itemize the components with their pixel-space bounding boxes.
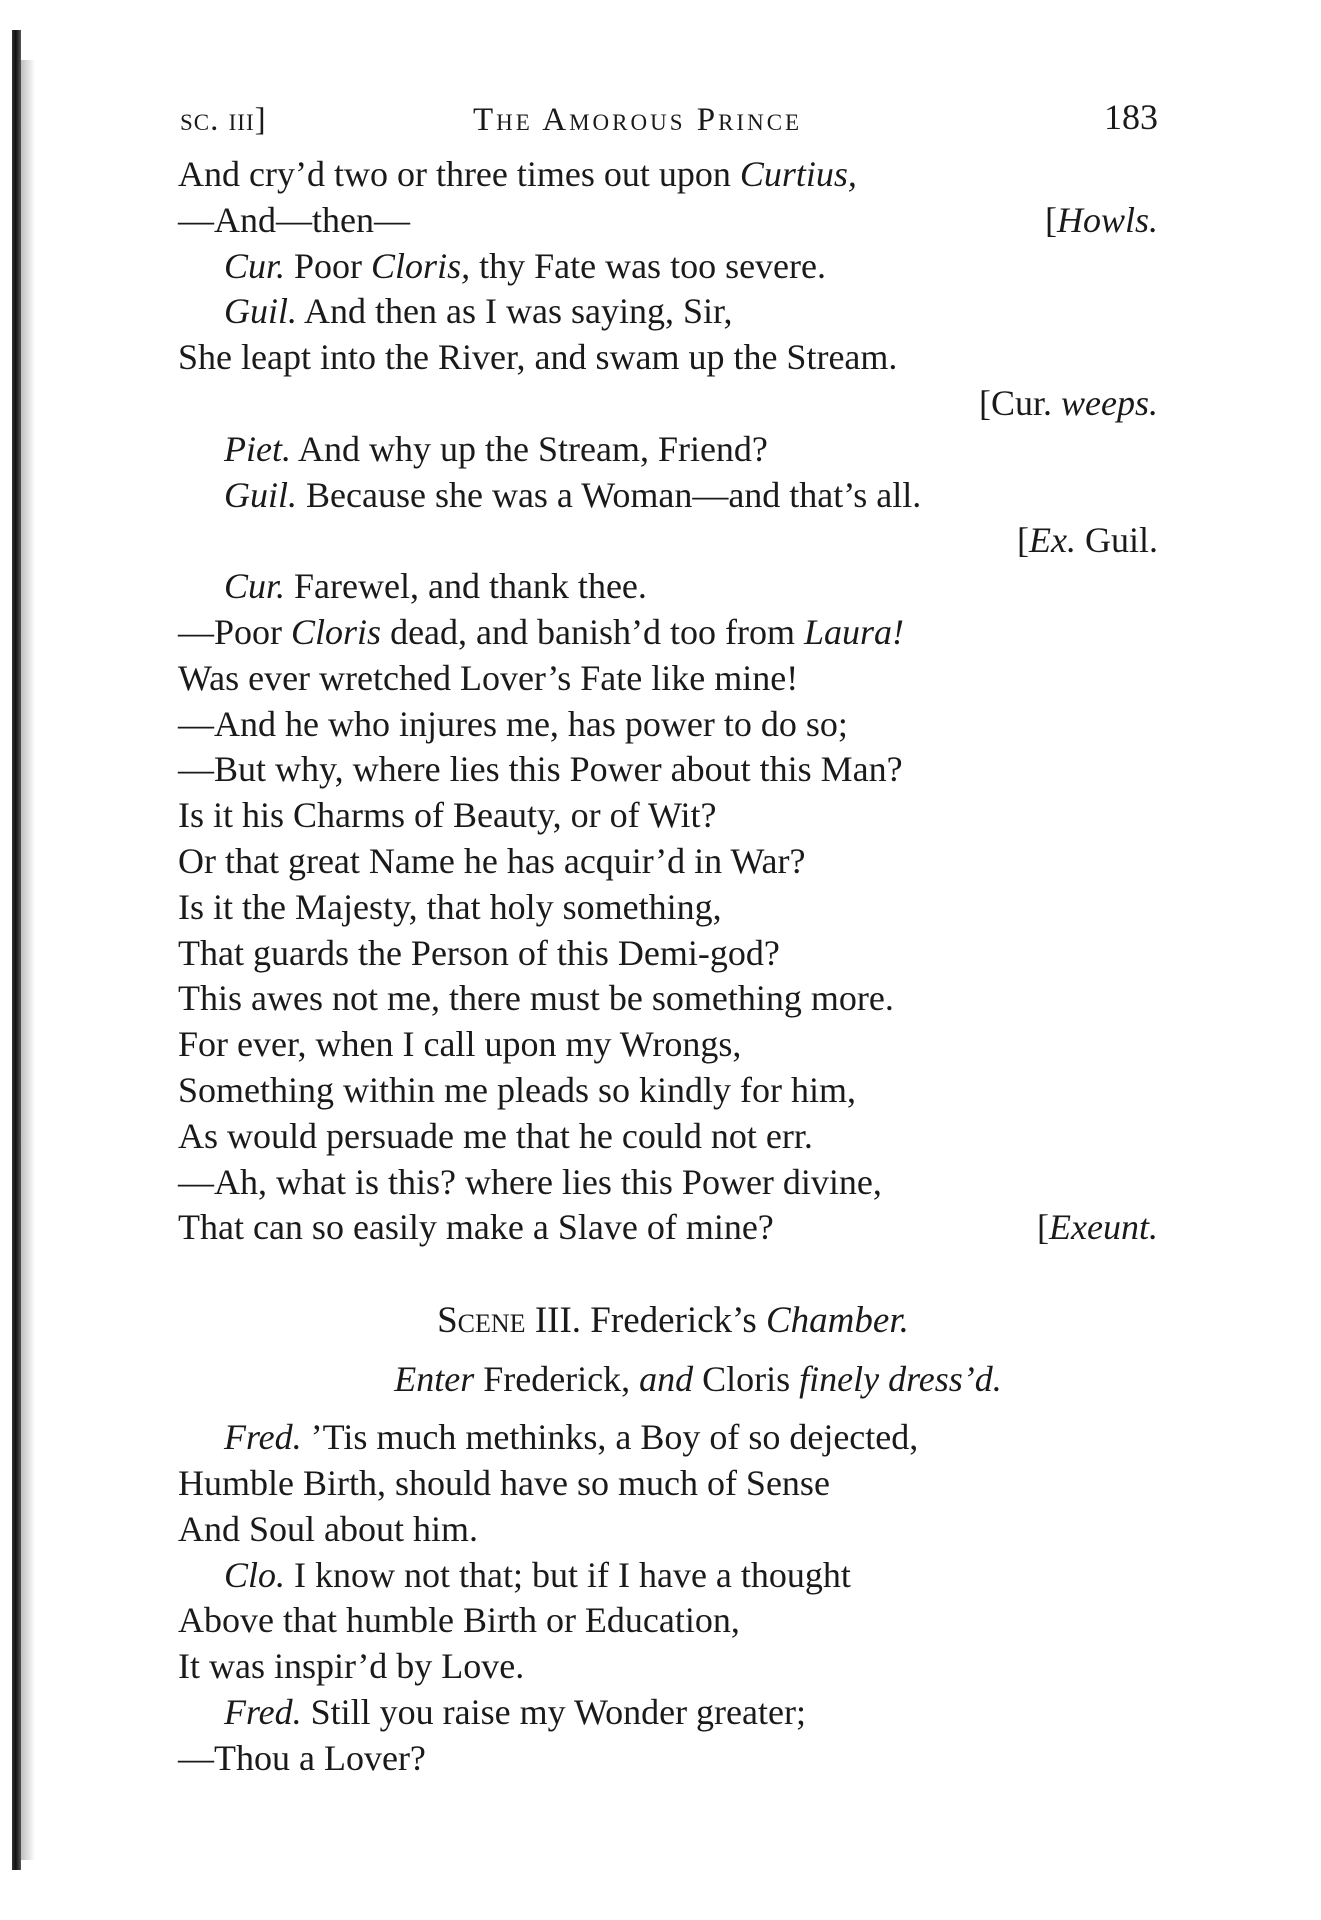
speaker-name: Cur.: [224, 566, 286, 607]
stage-direction: [979, 381, 1158, 427]
line-text: dead, and banish’d too from: [381, 611, 804, 652]
text-line: [178, 198, 1178, 244]
line-text: Still you raise my Wonder greater;: [301, 1691, 806, 1732]
text-line: [178, 1022, 1178, 1068]
line-text: This awes not me, there must be something more.: [178, 978, 894, 1019]
speaker-name: Cur.: [224, 245, 286, 286]
line-text: Because she was a Woman—and that’s all.: [297, 474, 922, 515]
text-line: [178, 747, 1178, 793]
character-name: Cloris: [693, 1359, 800, 1400]
text-line: [178, 839, 1178, 885]
running-header: [178, 96, 1178, 152]
speech-line: [178, 244, 1178, 290]
direction-word: Enter: [394, 1359, 475, 1400]
play-text-scene-three: [178, 1415, 1178, 1781]
line-text: —And—then—: [178, 199, 410, 240]
text-line: [178, 1461, 1178, 1507]
line-text: —And he who injures me, has power to do so;: [178, 703, 848, 744]
text-line: [178, 610, 1178, 656]
direction-word: Exeunt.: [1049, 1207, 1158, 1248]
text-line: [178, 1114, 1178, 1160]
running-title: The Amorous Prince: [473, 102, 803, 138]
line-text: And cry’d two or three times out upon: [178, 154, 740, 194]
speech-line: [178, 1553, 1178, 1599]
play-text: [178, 152, 1178, 1251]
stage-direction-line: [178, 518, 1178, 564]
line-text: Was ever wretched Lover’s Fate like mine!: [178, 657, 799, 698]
text-line: [178, 976, 1178, 1022]
line-text: She leapt into the River, and swam up the Stream.: [178, 337, 898, 378]
text-line: [178, 1205, 1178, 1251]
direction-text: [Cur.: [979, 382, 1062, 423]
entrance-direction: [218, 1355, 1178, 1407]
line-text: As would persuade me that he could not err.: [178, 1115, 813, 1156]
speaker-name: Piet.: [224, 428, 291, 469]
line-text: I know not that; but if I have a thought: [285, 1554, 851, 1595]
speaker-name: Guil.: [224, 474, 298, 515]
speaker-name: Clo.: [224, 1554, 286, 1595]
character-name: Laura!: [803, 611, 904, 652]
text-line: [178, 656, 1178, 702]
text-line: [178, 1160, 1178, 1206]
speech-line: [178, 564, 1178, 610]
line-text: —But why, where lies this Power about this Man?: [178, 749, 903, 790]
line-text: For ever, when I call upon my Wrongs,: [178, 1024, 742, 1065]
line-text: That can so easily make a Slave of mine?: [178, 1207, 774, 1248]
stage-direction: [1037, 1205, 1158, 1251]
text-line: [178, 1068, 1178, 1114]
scene-heading: [168, 1297, 1178, 1345]
direction-word: Howls.: [1056, 199, 1158, 240]
direction-word: and: [639, 1359, 694, 1400]
scene-title-text: III. Frederick’s: [525, 1300, 766, 1342]
section-marker: sc. iii]: [180, 102, 267, 138]
line-text: Farewel, and thank thee.: [285, 566, 647, 607]
stage-direction: [1045, 198, 1158, 244]
text-line: [178, 1507, 1178, 1553]
bracket: [: [1037, 1207, 1050, 1248]
text-line: [178, 335, 1178, 381]
line-text: Humble Birth, should have so much of Sense: [178, 1462, 830, 1503]
speech-line: [178, 289, 1178, 335]
text-line: [178, 1598, 1178, 1644]
stage-direction-line: [178, 381, 1178, 427]
direction-word: finely dress’d.: [799, 1359, 1002, 1400]
text-line: [178, 1644, 1178, 1690]
line-text: That guards the Person of this Demi-god?: [178, 932, 780, 973]
stage-direction: [1017, 518, 1158, 564]
text-line: [178, 931, 1178, 977]
page-number: 183: [1104, 97, 1158, 137]
speaker-name: Guil.: [224, 291, 298, 332]
text-line: [178, 885, 1178, 931]
direction-text: Guil.: [1075, 520, 1158, 561]
line-text: —Poor: [178, 611, 292, 652]
scene-location: Chamber.: [766, 1300, 909, 1342]
direction-word: Ex.: [1029, 520, 1076, 561]
scene-label: Scene: [437, 1300, 526, 1342]
line-text: —Thou a Lover?: [178, 1737, 426, 1778]
line-text: It was inspir’d by Love.: [178, 1646, 525, 1687]
book-page: [178, 96, 1178, 1782]
speaker-name: Fred.: [224, 1417, 302, 1458]
bracket: [: [1044, 199, 1057, 240]
character-name: Curtius,: [739, 154, 857, 194]
line-text: Or that great Name he has acquir’d in War?: [178, 840, 806, 881]
line-text: Something within me pleads so kindly for him,: [178, 1069, 856, 1110]
spine-shadow: [21, 60, 35, 1860]
speech-line: [178, 1690, 1178, 1736]
line-text: And then as I was saying, Sir,: [297, 291, 733, 332]
speech-line: [178, 1415, 1178, 1461]
character-name: Frederick,: [474, 1359, 640, 1400]
direction-word: weeps.: [1061, 382, 1158, 423]
line-text: thy Fate was too severe.: [470, 245, 826, 286]
line-text: ’Tis much methinks, a Boy of so dejected,: [301, 1417, 919, 1458]
spacer: [178, 1251, 1178, 1297]
character-name: Cloris,: [371, 245, 471, 286]
text-line: [178, 152, 1178, 198]
line-text: Is it his Charms of Beauty, or of Wit?: [178, 795, 717, 836]
spine-bar: [12, 30, 21, 1870]
line-text: And Soul about him.: [178, 1508, 479, 1549]
page-spine-edge: [0, 0, 30, 1920]
line-text: Poor: [285, 245, 372, 286]
speech-line: [178, 427, 1178, 473]
bracket: [: [1017, 520, 1030, 561]
line-text: —Ah, what is this? where lies this Power divine,: [178, 1161, 882, 1202]
text-line: [178, 702, 1178, 748]
text-line: [178, 793, 1178, 839]
line-text: Above that humble Birth or Education,: [178, 1600, 740, 1641]
speech-line: [178, 473, 1178, 519]
line-text: Is it the Majesty, that holy something,: [178, 886, 722, 927]
line-text: And why up the Stream, Friend?: [290, 428, 768, 469]
speaker-name: Fred.: [224, 1691, 302, 1732]
text-line: [178, 1736, 1178, 1782]
character-name: Cloris: [291, 611, 382, 652]
